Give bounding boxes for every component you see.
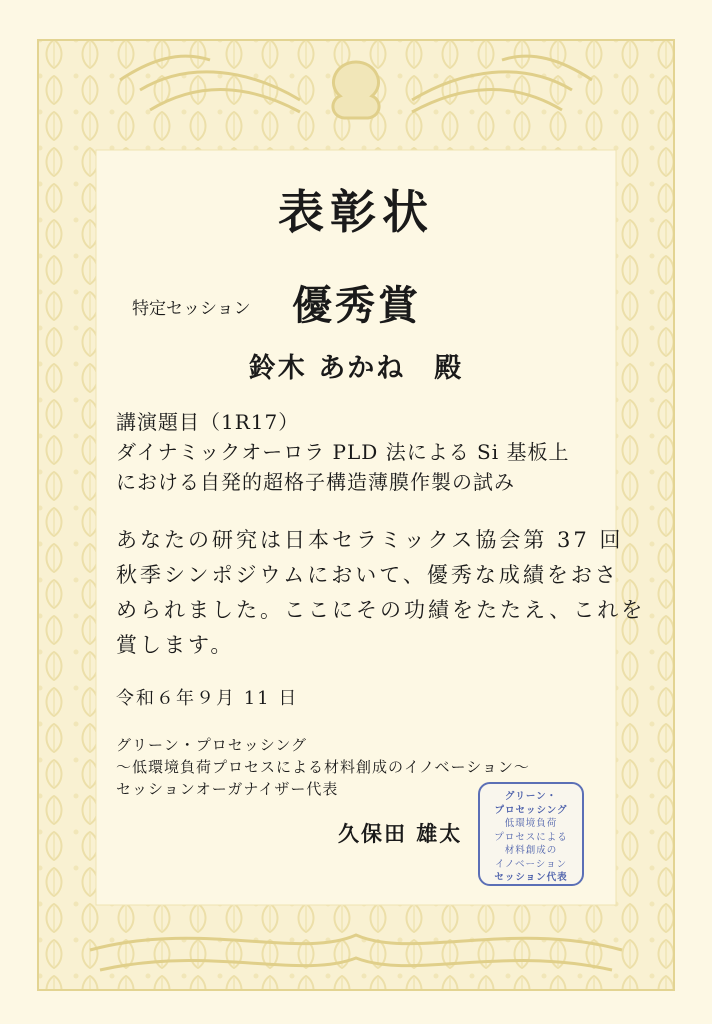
citation-line: あなたの研究は日本セラミックス協会第 37 回 [116, 528, 624, 552]
stamp-line: イノベーション [494, 858, 568, 870]
award-category: 特定セッション [132, 299, 251, 319]
lecture-title-line: ダイナミックオーロラ PLD 法による Si 基板上 [116, 440, 570, 464]
award-name: 優秀賞 [292, 282, 421, 329]
lecture-title-label: 講演題目（1R17） [116, 410, 300, 434]
session-subtitle: ～低環境負荷プロセスによる材料創成のイノベーション～ [116, 758, 530, 776]
recipient-name: 鈴木 あかね 殿 [248, 353, 464, 384]
stamp-line: プロセッシング [494, 804, 568, 816]
stamp-line: 材料創成の [504, 845, 558, 856]
official-seal-stamp [478, 782, 584, 886]
award-date: 令和６年９月 11 日 [116, 688, 299, 709]
session-name: グリーン・プロセッシング [116, 736, 308, 754]
citation-line: 秋季シンポジウムにおいて、優秀な成績をおさ [116, 563, 619, 587]
stamp-line: グリーン・ [504, 791, 558, 802]
stamp-line: 低環境負荷 [504, 818, 558, 829]
organizer-title: セッションオーガナイザー代表 [116, 780, 339, 798]
stamp-line: セッション代表 [494, 872, 568, 883]
lecture-title-line: における自発的超格子構造薄膜作製の試み [116, 470, 515, 494]
signer-name: 久保田 雄太 [338, 821, 463, 846]
stamp-line: プロセスによる [494, 831, 568, 843]
citation-line: 賞します。 [116, 633, 235, 657]
certificate-title: 表彰状 [278, 185, 434, 239]
citation-line: められました。ここにその功績をたたえ、これを [116, 598, 646, 622]
